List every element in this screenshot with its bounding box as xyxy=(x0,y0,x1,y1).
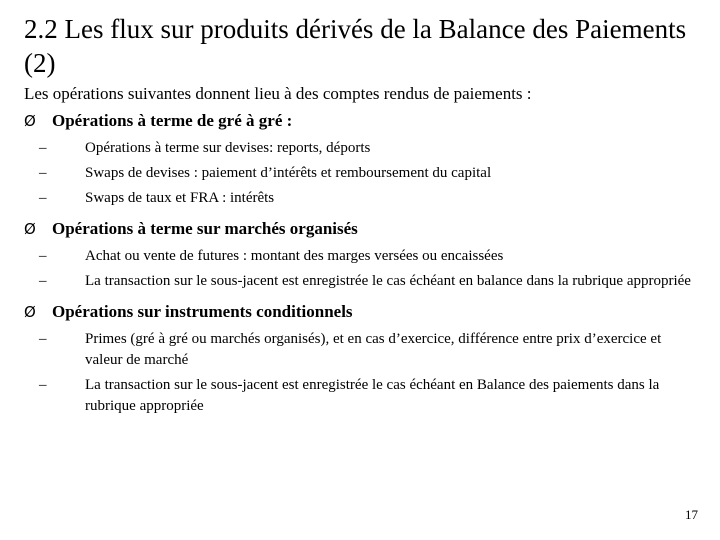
section-conditionnels xyxy=(24,300,700,417)
list-item-text: La transaction sur le sous-jacent est enregistrée le cas échéant en Balance des paiements dans la rubrique appropriée xyxy=(85,377,660,414)
sub-list xyxy=(24,329,700,417)
list-item xyxy=(24,375,700,417)
dash-icon: – xyxy=(39,190,47,206)
list-item xyxy=(24,163,700,184)
section-heading-text: Opérations à terme de gré à gré : xyxy=(52,111,293,130)
slide-title: 2.2 Les flux sur produits dérivés de la Balance des Paiements (2) xyxy=(24,14,687,78)
section-gre-a-gre xyxy=(24,109,700,209)
list-item xyxy=(24,329,700,371)
arrow-bullet-icon: Ø xyxy=(24,112,36,130)
list-item xyxy=(24,246,700,267)
list-item-text: Swaps de taux et FRA : intérêts xyxy=(85,190,275,206)
list-item xyxy=(24,271,700,292)
section-heading xyxy=(24,109,700,133)
dash-icon: – xyxy=(39,140,47,156)
section-heading xyxy=(24,217,700,241)
sub-list xyxy=(24,246,700,292)
dash-icon: – xyxy=(39,377,47,393)
section-heading-text: Opérations à terme sur marchés organisés xyxy=(52,219,358,238)
section-marches-organises xyxy=(24,217,700,292)
dash-icon: – xyxy=(39,273,47,289)
sub-list xyxy=(24,138,700,209)
dash-icon: – xyxy=(39,331,47,347)
arrow-bullet-icon: Ø xyxy=(24,303,36,321)
list-item-text: La transaction sur le sous-jacent est enregistrée le cas échéant en balance dans la rubrique appropriée xyxy=(85,273,691,289)
list-item-text: Opérations à terme sur devises: reports, déports xyxy=(85,140,371,156)
list-item xyxy=(24,138,700,159)
arrow-bullet-icon: Ø xyxy=(24,220,36,238)
slide-content xyxy=(24,82,700,425)
list-item xyxy=(24,188,700,209)
page-number: 17 xyxy=(685,507,698,522)
section-heading xyxy=(24,300,700,324)
list-item-text: Swaps de devises : paiement d’intérêts et remboursement du capital xyxy=(85,165,492,181)
list-item-text: Achat ou vente de futures : montant des marges versées ou encaissées xyxy=(85,248,504,264)
list-item-text: Primes (gré à gré ou marchés organisés), et en cas d’exercice, différence entre prix d’exercice et valeur de marché xyxy=(85,331,662,368)
dash-icon: – xyxy=(39,248,47,264)
intro-text: Les opérations suivantes donnent lieu à des comptes rendus de paiements : xyxy=(24,84,532,103)
section-heading-text: Opérations sur instruments conditionnels xyxy=(52,302,353,321)
dash-icon: – xyxy=(39,165,47,181)
